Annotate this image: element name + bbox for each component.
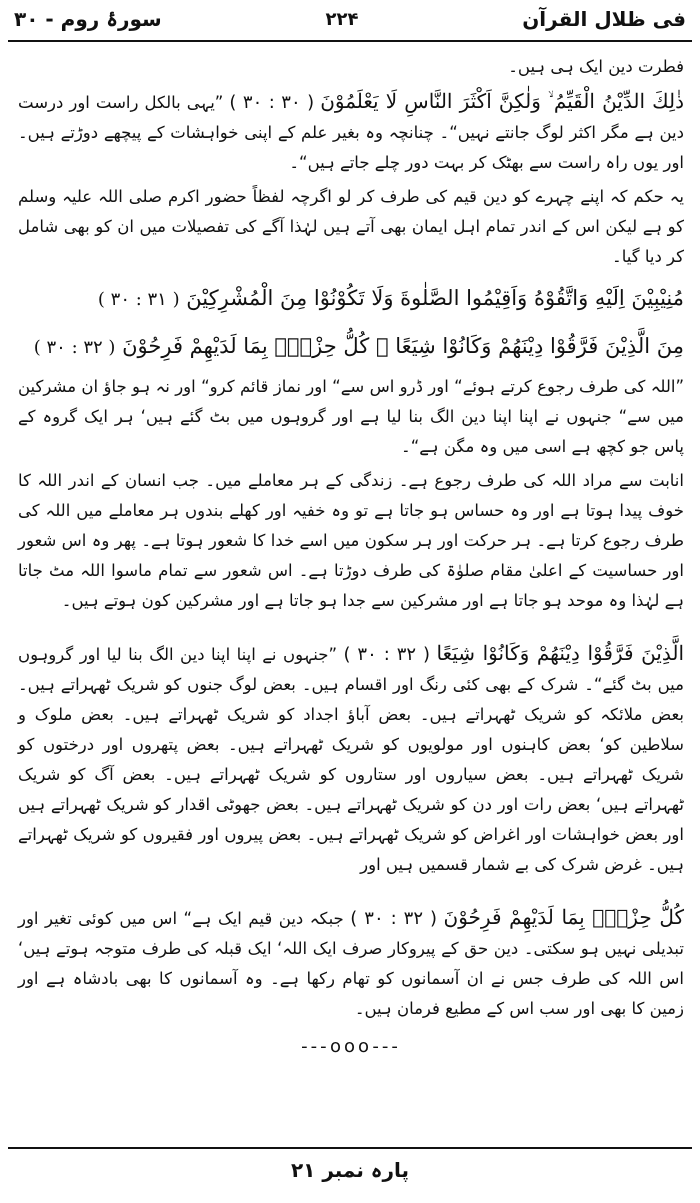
verse-1-reference: ( ۳۰ : ۳۰ ) <box>229 92 315 113</box>
header-rule <box>8 40 692 42</box>
verse-2-reference: ( ۳۰ : ۳۱ ) <box>97 289 180 310</box>
quran-verse-3 <box>18 326 684 368</box>
quran-verse-5: كُلُّ حِزْبٍۢ بِمَا لَدَيْهِمْ فَرِحُوْنَ <box>443 905 684 929</box>
paragraph-1: ”یہی بالکل راست اور درست دین ہے مگر اکثر لوگ جانتے نہیں“۔ چنانچہ وہ بغیر علم کے اپنی خواہشات کے پیچھے دوڑتے ہیں۔ اور یوں راہ راست سے بھٹک کر بہت دور چلے جاتے ہیں“۔ <box>18 93 684 172</box>
surah-label: سورۂ روم - ۳۰ <box>14 7 162 31</box>
verse-paragraph-1 <box>18 86 684 178</box>
quran-verse-2 <box>18 278 684 320</box>
intro-line: فطرت دین ایک ہی ہیں۔ <box>508 57 684 76</box>
para-number: پارہ نمبر ۲۱ <box>290 1158 410 1182</box>
page-number: ۲۲۴ <box>325 8 359 30</box>
footer-rule <box>8 1147 692 1149</box>
verse-3-text: مِنَ الَّذِيْنَ فَرَّقُوْا دِيْنَهُمْ وَكَانُوْا شِيَعًا ۭ كُلُّ حِزْبٍۢ بِمَا لَدَيْهِمْ فَرِحُوْنَ <box>122 334 684 358</box>
paragraph-3: ”اللہ کی طرف رجوع کرتے ہوئے“ اور ڈرو اس سے“ اور نماز قائم کرو“ اور نہ ہو جاؤ ان مشرکین میں سے“ جنہوں نے اپنا اپنا دین الگ بنا لیا ہے اور گروہوں میں بٹ گئے ہیں‘ ہر ایک گروہ کے پاس جو کچھ ہے اسی میں وہ مگن ہے“۔ <box>18 377 684 456</box>
book-title: فی ظلال القرآن <box>522 7 686 31</box>
page-body <box>18 52 684 1062</box>
spacer <box>18 620 684 638</box>
verse-paragraph-5 <box>18 902 684 1024</box>
paragraph-2: یہ حکم کہ اپنے چہرے کو دین قیم کی طرف کر لو اگرچہ لفظاً حضور اکرم صلی اللہ علیہ وسلم کو ہے لیکن اس کے اندر تمام اہل ایمان بھی آتے ہیں لہٰذا آگے کی تفصیلات میں ان کو بھی شامل کر دیا گیا۔ <box>18 187 684 266</box>
verse-3-reference: ( ۳۰ : ۳۲ ) <box>33 337 116 358</box>
paragraph-5: ”جنہوں نے اپنا اپنا دین الگ بنا لیا اور گروہوں میں بٹ گئے“۔ شرک کے بھی کئی رنگ اور اقسام ہیں۔ بعض لوگ جنوں کو شریک ٹھہراتے ہیں۔ بعض ملائکہ کو شریک ٹھہراتے ہیں۔ بعض آباؤ اجداد کو شریک ٹھہراتے ہیں۔ بعض ملوک و سلاطین کو‘ بعض کاہنوں اور مولویوں کو شریک ٹھہراتے ہیں۔ بعض پتھروں اور درختوں کو شریک ٹھہراتے ہیں۔ بعض سیاروں اور ستاروں کو شریک ٹھہراتے ہیں۔ بعض آگ کو شریک ٹھہراتے ہیں‘ بعض رات اور دن کو شریک ٹھہراتے ہیں۔ بعض جھوٹی اقدار کو شریک ٹھہراتے ہیں اور بعض خواہشات اور اغراض کو شریک ٹھہراتے ہیں۔ بعض پیروں اور فقیروں کو شریک ٹھہراتے ہیں۔ غرض شرک کی بے شمار قسمیں ہیں اور <box>18 645 684 874</box>
paragraph-4: انابت سے مراد اللہ کی طرف رجوع ہے۔ زندگی کے ہر معاملے میں۔ جب انسان کے اندر اللہ کا خوف پیدا ہوتا ہے اور وہ حساس ہو جاتا ہے تو وہ خفیہ اور کھلے بندوں ہر معاملے میں اللہ کی طرف رجوع کرتا ہے۔ ہر حرکت اور ہر سکون میں اسے خدا کا شعور ہوتا ہے۔ پھر وہ اس شعور اور حساسیت کے اعلیٰ مقام صلوٰۃ کی طرف دوڑتا ہے۔ اس شعور سے تمام ماسوا اللہ مٹ جاتا ہے لہٰذا وہ موحد ہو جاتا ہے اور مشرکین سے جدا ہو جاتا ہے اور مشرکین کون ہوتے ہیں۔ <box>18 471 684 610</box>
verse-2-text: مُنِيْبِيْنَ اِلَيْهِ وَاتَّقُوْهُ وَاَقِيْمُوا الصَّلٰوةَ وَلَا تَكُوْنُوْا مِنَ الْمُشْرِكِيْنَ <box>186 286 684 310</box>
quran-verse-1: ذٰلِكَ الدِّيْنُ الْقَيِّمُ ۙ وَلٰكِنَّ اَكْثَرَ النَّاسِ لَا يَعْلَمُوْنَ <box>320 89 684 113</box>
quran-verse-4: الَّذِيْنَ فَرَّقُوْا دِيْنَهُمْ وَكَانُوْا شِيَعًا <box>436 641 685 665</box>
verse-paragraph-4 <box>18 638 684 880</box>
verse-5-reference: ( ۳۰ : ۳۲ ) <box>350 908 438 929</box>
spacer <box>18 884 684 902</box>
verse-4-reference: ( ۳۰ : ۳۲ ) <box>343 644 430 665</box>
page-header <box>0 0 700 38</box>
verse-block-2 <box>18 278 684 368</box>
section-separator: ---ooo--- <box>301 1036 401 1057</box>
paragraph-6: جبکہ دین قیم ایک ہے“ اس میں کوئی تغیر اور تبدیلی نہیں ہو سکتی۔ دین حق کے پیروکار صرف ایک اللہ‘ ایک قبلہ کی طرف متوجہ ہوتے ہیں‘ اس اللہ کی طرف جس نے ان آسمانوں کو تھام رکھا ہے۔ وہ آسمانوں کا بھی بادشاہ ہے اور زمین کا بھی اور سب اس کے مطیع فرمان ہیں۔ <box>18 909 684 1018</box>
